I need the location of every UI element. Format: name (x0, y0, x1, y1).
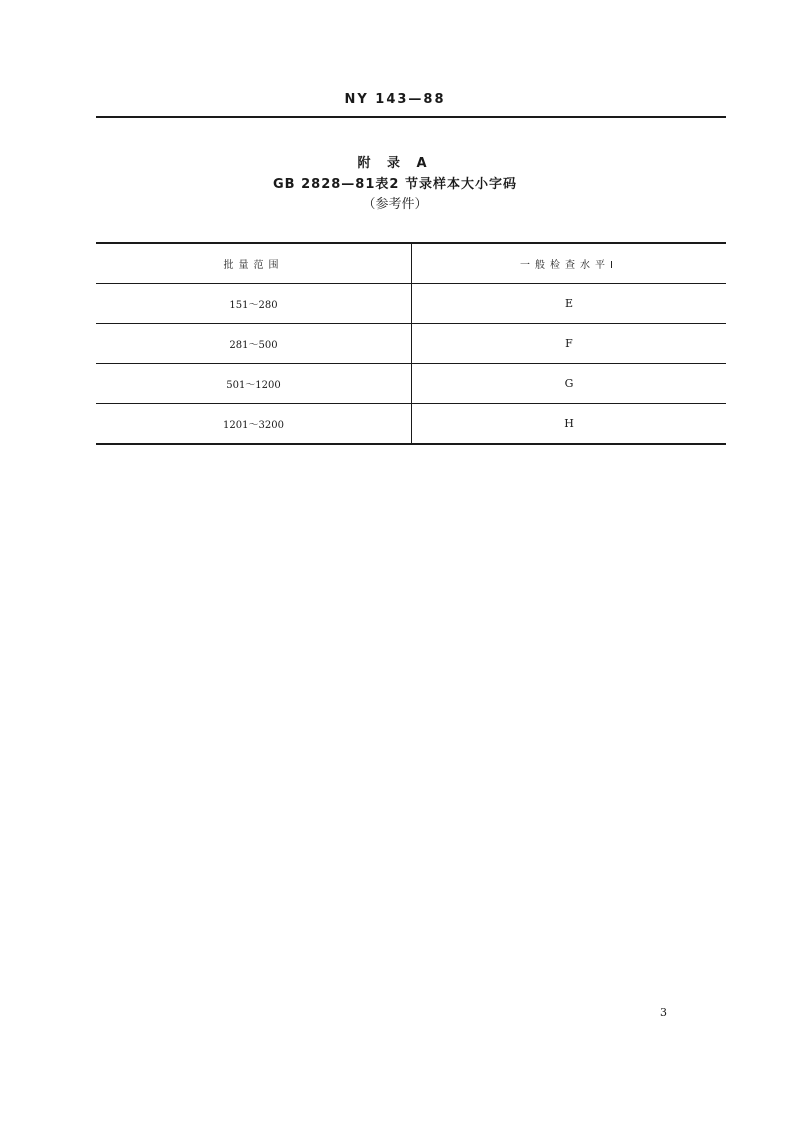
sample-size-table (96, 242, 726, 445)
header-rule (96, 116, 726, 118)
page-number: 3 (660, 1006, 667, 1019)
appendix-title: 附 录 A (357, 156, 433, 171)
lot-size-cell: 281～500 (96, 324, 412, 364)
appendix-note: （参考件） (362, 197, 428, 212)
table-row (96, 324, 726, 364)
lot-size-cell: 151～280 (96, 284, 412, 324)
code-letter-cell: E (412, 284, 727, 324)
table (96, 242, 726, 445)
appendix-subtitle: GB 2828—81表2 节录样本大小字码 (273, 177, 517, 192)
table-row (96, 364, 726, 404)
code-letter-cell: G (412, 364, 727, 404)
table-header-row (96, 243, 726, 284)
column-header-inspection-level: 一般检查水平Ⅰ (412, 243, 727, 284)
column-header-lot-size: 批量范围 (96, 243, 412, 284)
table-row (96, 404, 726, 445)
standard-code: NY 143—88 (344, 92, 446, 107)
code-letter-cell: H (564, 417, 574, 430)
lot-size-cell: 1201～3200 (96, 404, 412, 445)
lot-size-cell: 501～1200 (96, 364, 412, 404)
table-row (96, 284, 726, 324)
code-letter-cell: F (412, 324, 727, 364)
